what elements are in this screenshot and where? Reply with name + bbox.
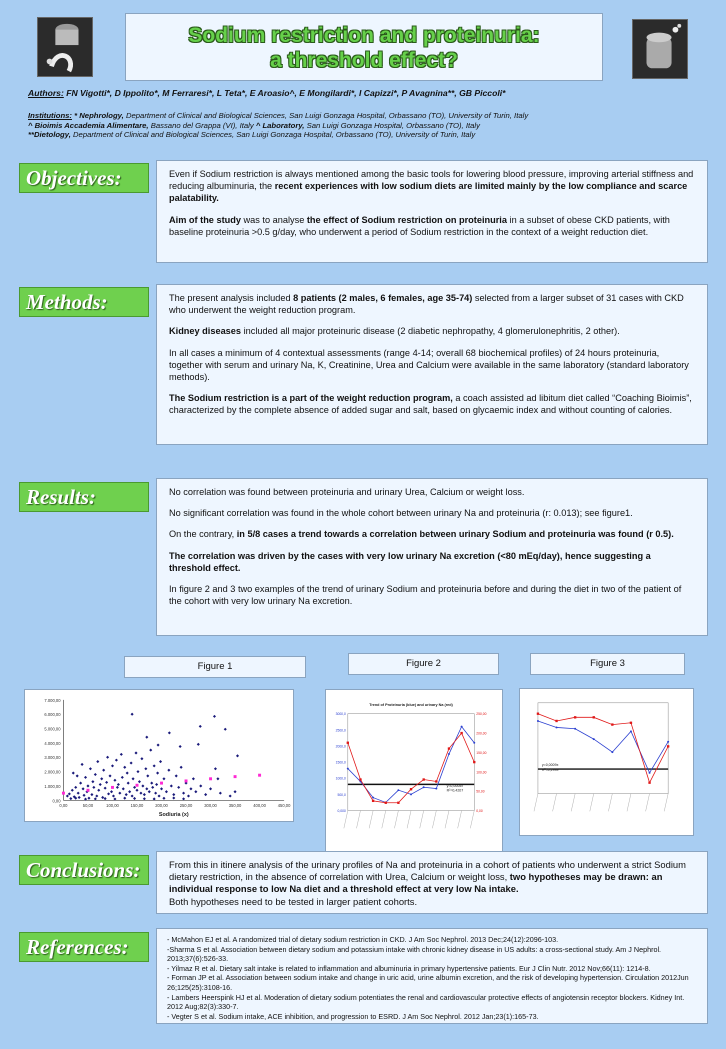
objectives-p2b: in a subset of obese CKD patients, with baseline proteinuria >0.5 g/day, who underwent a period of Sodium restriction in the context of a weight reduction diet. — [169, 214, 670, 237]
proteinuria-point — [556, 726, 558, 728]
data-point — [123, 766, 126, 769]
results-p3 — [169, 528, 695, 540]
data-point — [77, 792, 80, 795]
data-point — [91, 780, 94, 783]
methods-box — [156, 284, 708, 445]
data-point — [92, 786, 95, 789]
data-point — [154, 792, 157, 795]
sodium-point — [611, 723, 613, 725]
data-point — [148, 790, 151, 793]
x-tick-label: 50,00 — [82, 803, 94, 809]
sodium-point — [593, 716, 595, 718]
x-tick-label: 300,00 — [204, 803, 217, 809]
sodium-point — [537, 713, 539, 715]
sodium-point — [422, 778, 424, 780]
reference-item: - Vegter S et al. Sodium intake, ACE inhibition, and progression to ESRD. J Am Soc Nephrol. 2012 Jan;23(1):165-73. — [167, 1011, 539, 1021]
trend-point — [160, 782, 163, 785]
results-p3-bold: in 5/8 cases a trend towards a correlation between urinary Sodium and proteinuria was found (r 0.5). — [236, 529, 674, 540]
sodium-point — [574, 716, 576, 718]
data-point — [134, 751, 137, 754]
x-tick-label: 250,00 — [179, 803, 193, 809]
institutions-label: Institutions: — [28, 111, 72, 120]
salt-shaker-image-left — [37, 17, 93, 77]
x-tick-date — [590, 794, 594, 812]
proteinuria-point — [611, 751, 613, 753]
data-point — [100, 777, 103, 780]
data-point — [219, 792, 222, 795]
x-tick-date — [420, 811, 424, 829]
proteinuria-point — [397, 789, 399, 791]
proteinuria-point — [448, 753, 450, 755]
trend-point — [86, 789, 89, 792]
data-point — [116, 786, 119, 789]
data-point — [117, 783, 120, 786]
data-point — [150, 782, 153, 785]
data-point — [121, 776, 124, 779]
data-point — [123, 797, 126, 800]
objectives-p2-bold2: the effect of Sodium restriction on proteinuria — [306, 214, 507, 225]
data-point — [236, 754, 239, 757]
x-tick-label: 100,00 — [106, 803, 119, 809]
methods-label: Methods: — [19, 287, 149, 317]
y2-tick-label: 0,00 — [476, 808, 483, 813]
data-point — [159, 760, 162, 763]
data-point — [87, 797, 90, 800]
data-point — [112, 794, 115, 797]
data-point — [213, 715, 216, 718]
x-tick-date — [534, 794, 538, 812]
data-point — [78, 796, 81, 799]
conclusions-p1 — [169, 859, 695, 896]
sodium-point — [435, 780, 437, 782]
methods-p1a: The present analysis included — [169, 293, 294, 303]
data-point — [189, 787, 192, 790]
data-point — [197, 743, 200, 746]
data-point — [131, 713, 134, 716]
data-point — [71, 789, 74, 792]
inst-line-2b: San Luigi Gonzaga Hospital, Orbassano (TO), Italy — [304, 120, 480, 130]
data-point — [113, 779, 116, 782]
trend-point — [209, 777, 212, 780]
title-line-1: Sodium restriction and proteinuria: — [188, 24, 540, 47]
x-tick-date — [571, 794, 575, 812]
chart-title: Trend of Proteinuria (blue) and urinary Na (red) — [369, 702, 453, 707]
data-point — [109, 774, 112, 777]
data-point — [157, 744, 160, 747]
data-point — [199, 725, 202, 728]
x-tick-date — [470, 811, 474, 829]
x-tick-label: 200,00 — [155, 803, 168, 809]
inst-bioimis: ^ Bioimis Accademia Alimentare, — [28, 120, 149, 130]
y-tick-label: 3000,0 — [335, 712, 346, 717]
inst-line-2: Bassano del Grappa (VI), Italy — [148, 120, 256, 130]
data-point — [216, 777, 219, 780]
data-point — [165, 790, 168, 793]
poster-title — [125, 13, 603, 81]
authors — [28, 88, 505, 98]
x-axis-label: Sodiuria (x) — [158, 812, 189, 819]
data-point — [175, 774, 178, 777]
data-point — [172, 796, 175, 799]
y-tick-label: 7.000,00 — [44, 697, 61, 703]
objectives-p2 — [169, 214, 695, 238]
figure-1-chart — [24, 689, 294, 822]
sodium-point — [359, 778, 361, 780]
data-point — [130, 761, 133, 764]
data-point — [182, 797, 185, 800]
authors-label: Authors: — [28, 88, 64, 98]
data-point — [156, 772, 159, 775]
conclusions-p2: Both hypotheses need to be tested in larger patient cohorts. — [169, 895, 418, 907]
data-point — [132, 777, 135, 780]
data-point — [128, 790, 131, 793]
data-point — [126, 772, 129, 775]
data-point — [209, 787, 212, 790]
trend-point — [111, 786, 114, 789]
conclusions-box — [156, 851, 708, 914]
proteinuria-point — [435, 788, 437, 790]
sodium-point — [397, 802, 399, 804]
proteinuria-point — [461, 726, 463, 728]
data-point — [76, 774, 79, 777]
x-tick-label: 350,00 — [228, 803, 242, 809]
sodium-point — [648, 781, 650, 783]
y-tick-label: 1500,0 — [335, 760, 346, 765]
data-point — [192, 777, 195, 780]
x-tick-date — [646, 794, 650, 812]
data-point — [224, 728, 227, 731]
trend-point — [185, 779, 188, 782]
results-box — [156, 478, 708, 636]
data-point — [229, 794, 232, 797]
data-point — [144, 767, 147, 770]
data-point — [141, 784, 144, 787]
proteinuria-point — [537, 720, 539, 722]
title-line-2: a threshold effect? — [270, 49, 458, 72]
data-point — [94, 797, 97, 800]
objectives-p1 — [169, 168, 695, 205]
y2-tick-label: 200,00 — [476, 731, 487, 736]
methods-p1 — [169, 292, 695, 316]
data-point — [74, 786, 77, 789]
x-tick-date — [627, 794, 631, 812]
data-point — [162, 797, 165, 800]
y2-tick-label: 50,00 — [476, 789, 485, 794]
data-point — [127, 782, 130, 785]
figure-2-chart — [325, 689, 503, 853]
y-tick-label: 6.000,00 — [44, 712, 61, 718]
objectives-p1-text: Even if Sodium restriction is always mentioned among the basic tools for lowering blood pressure, improving arterial stiffness and reducing albuminuria, the — [169, 169, 694, 192]
y-tick-label: 2000,0 — [335, 744, 346, 749]
inst-dietology: **Dietology, — [28, 130, 71, 139]
x-tick-date — [344, 811, 348, 829]
data-point — [79, 782, 82, 785]
x-tick-date — [458, 811, 462, 829]
x-tick-date — [553, 794, 557, 812]
authors-text: FN Vigotti*, D Ippolito*, M Ferraresi*, L Teta*, E Aroasio^, E Mongilardi*, I Capizzi*, P Avagnina**, GB Piccoli* — [63, 88, 506, 98]
sodium-point — [410, 788, 412, 790]
data-point — [177, 786, 180, 789]
data-point — [97, 789, 100, 792]
data-point — [81, 763, 84, 766]
y2-tick-label: 100,00 — [476, 770, 487, 775]
y-tick-label: 3.000,00 — [44, 755, 61, 761]
proteinuria-point — [667, 741, 669, 743]
inst-nephrology: * Nephrology, — [71, 111, 124, 120]
sodium-series-line — [538, 714, 668, 783]
regression-annotation: y=0,0009x — [541, 762, 559, 767]
proteinuria-point — [649, 772, 651, 774]
objectives-p2-bold1: Aim of the study — [169, 214, 241, 225]
trend-point — [258, 774, 261, 777]
salt-shaker-image-right — [632, 19, 688, 79]
results-p4-bold: The correlation was driven by the cases with very low urinary Na excretion (<80 mEq/day), hence suggesting a threshold effect. — [169, 550, 651, 573]
data-point — [151, 786, 154, 789]
y-tick-label: 0,000 — [337, 808, 346, 813]
objectives-label: Objectives: — [19, 163, 149, 193]
x-tick-label: 450,00 — [277, 803, 291, 809]
y-tick-label: 500,0 — [337, 792, 346, 797]
data-point — [66, 794, 69, 797]
data-point — [110, 790, 113, 793]
x-tick-date — [394, 811, 398, 829]
data-point — [89, 767, 92, 770]
data-point — [86, 784, 89, 787]
inst-line-3: Department of Clinical and Biological Sciences, San Luigi Gonzaga Hospital, Orbassano (TO), University of Turin, Italy — [70, 130, 476, 139]
y-tick-label: 1.000,00 — [44, 783, 61, 789]
methods-p1b: selected from a larger subset of 31 cases with CKD who underwent the weight reduction program. — [169, 293, 684, 316]
methods-p2 — [169, 325, 695, 337]
data-point — [90, 793, 93, 796]
regression-annotation: y=0,0005x — [446, 783, 464, 788]
data-point — [105, 781, 108, 784]
data-point — [168, 731, 171, 734]
objectives-p1-bold: recent experiences with low sodium diets are limited mainly by the low compliance and scarce palatability. — [169, 181, 688, 204]
data-point — [118, 792, 121, 795]
sodium-point — [385, 802, 387, 804]
results-p5: In figure 2 and 3 two examples of the trend of urinary Sodium and proteinuria before and during the diet in two of the patient of the cohort with very low urinary Na excretion. — [169, 584, 682, 607]
data-point — [143, 793, 146, 796]
regression-annotation: R²=0,4207 — [446, 788, 464, 793]
sodium-point — [372, 800, 374, 802]
reference-item: - Forman JP et al. Association between sodium intake and change in uric acid, urine albumin excretion, and the risk of developing hypertension. Circulation 2012Jun 26;125(25):3108-16. — [167, 973, 689, 992]
data-point — [187, 794, 190, 797]
proteinuria-point — [423, 786, 425, 788]
data-point — [69, 797, 72, 800]
reference-item: -Sharma S et al. Association between dietary sodium and potassium intake with chronic kidney disease in US adults: a cross-sectional study. Am J Nephrol. 2013;37(6):526-33. — [167, 944, 662, 964]
references-box — [156, 928, 708, 1024]
figure-2-label: Figure 2 — [348, 653, 499, 675]
data-point — [182, 792, 185, 795]
x-tick-date — [382, 811, 386, 829]
data-point — [136, 770, 139, 773]
data-point — [125, 793, 128, 796]
data-point — [172, 793, 175, 796]
data-point — [104, 787, 107, 790]
data-point — [145, 736, 148, 739]
sodium-point — [448, 747, 450, 749]
data-point — [139, 792, 142, 795]
trend-point — [234, 775, 237, 778]
reference-item: - McMahon EJ et al. A randomized trial of dietary sodium restriction in CKD. J Am Soc Nephrol. 2013 Dec;24(12):2096-103. — [167, 935, 559, 944]
data-point — [143, 797, 146, 800]
data-point — [72, 772, 75, 775]
inst-laboratory: ^ Laboratory, — [255, 120, 305, 130]
data-point — [106, 756, 109, 759]
results-p4 — [169, 550, 695, 574]
conclusions-label: Conclusions: — [19, 855, 149, 885]
results-label: Results: — [19, 482, 149, 512]
inst-line-1: Department of Clinical and Biological Sciences, San Luigi Gonzaga Hospital, Orbassano (TO), University of Turin, Italy — [123, 111, 529, 120]
results-p2: No significant correlation was found in the whole cohort between urinary Na and proteinuria (r: 0.013); see figure1. — [169, 508, 633, 519]
sodium-point — [473, 761, 475, 763]
y-tick-label: 5.000,00 — [44, 726, 61, 732]
figure-1-label: Figure 1 — [124, 656, 306, 678]
data-point — [84, 776, 87, 779]
data-point — [83, 794, 86, 797]
data-point — [68, 792, 71, 795]
data-point — [155, 783, 158, 786]
proteinuria-point — [574, 728, 576, 730]
x-tick-date — [369, 811, 373, 829]
x-tick-date — [357, 811, 361, 829]
data-point — [120, 753, 123, 756]
data-point — [204, 793, 207, 796]
proteinuria-point — [593, 738, 595, 740]
x-tick-date — [608, 794, 612, 812]
data-point — [94, 773, 97, 776]
data-point — [179, 745, 182, 748]
figure-2-svg — [326, 690, 502, 852]
results-p3a: On the contrary, — [169, 529, 237, 540]
reference-item: - Yilmaz R et al. Dietary salt intake is related to inflammation and albuminuria in primary hypertensive patients. Eur J Clin Nutr. 2012 Nov;66(11): 1214-8. — [167, 963, 651, 973]
data-point — [107, 792, 110, 795]
trend-point — [136, 784, 139, 787]
proteinuria-point — [410, 793, 412, 795]
data-point — [162, 777, 165, 780]
data-point — [102, 769, 105, 772]
proteinuria-point — [347, 768, 349, 770]
data-point — [199, 784, 202, 787]
conclusions-p1-text: From this in itinere analysis of the urinary profiles of Na and proteinuria in a cohort of patients who underwent a strict Sodium dietary restriction, in the absence of correlation with Urea, Calcium or weight loss, — [169, 859, 686, 883]
data-point — [180, 766, 183, 769]
data-point — [167, 769, 170, 772]
y2-tick-label: 150,00 — [476, 750, 487, 755]
methods-p4 — [169, 392, 695, 416]
proteinuria-point — [473, 742, 475, 744]
data-point — [170, 784, 173, 787]
x-tick-label: 150,00 — [130, 803, 144, 809]
y-tick-label: 2500,0 — [335, 728, 346, 733]
sodium-point — [460, 732, 462, 734]
methods-p3: In all cases a minimum of 4 contextual assessments (range 4-14; overall 68 biochemical profiles) of 24 hours proteinuria, together with serum and urinary Na, K, Creatinine, Urea and Calcium were available in the same laboratory (standard laboratory methods). — [169, 347, 689, 383]
regression-annotation: R²=0,2999 — [541, 767, 559, 772]
results-p1: No correlation was found between proteinuria and urinary Urea, Calcium or weight loss. — [169, 487, 525, 497]
reference-item: - Lambers Heerspink HJ et al. Moderation of dietary sodium potentiates the renal and cardiovascular protective effects of angiotensin receptor blockers. Kidney Int. 2012 Aug;82(3):330-7. — [167, 992, 685, 1012]
data-point — [234, 790, 237, 793]
methods-p2-text: included all major proteinuric disease (2 diabetic nephropathy, 4 glomerulonephritis, 2 other). — [241, 326, 620, 337]
figure-3-label: Figure 3 — [530, 653, 685, 675]
data-point — [214, 767, 217, 770]
sodium-point — [555, 720, 557, 722]
data-point — [160, 787, 163, 790]
methods-p4-bold: The Sodium restriction is a part of the weight reduction program, — [169, 393, 453, 404]
y-tick-label: 2.000,00 — [44, 769, 61, 775]
data-point — [153, 764, 156, 767]
data-point — [96, 760, 99, 763]
x-tick-label: 0,00 — [59, 803, 68, 809]
figure-3-svg — [520, 689, 693, 835]
y-tick-label: 4.000,00 — [44, 740, 61, 746]
data-point — [158, 794, 161, 797]
objectives-p2a: was to analyse — [240, 214, 307, 225]
conclusions-p1-bold: two hypotheses may be drawn: an individual response to low Na diet and a threshold effect at very low Na intake. — [169, 871, 663, 895]
data-point — [115, 759, 118, 762]
data-point — [149, 749, 152, 752]
figure-3-chart — [519, 688, 694, 836]
proteinuria-point — [630, 730, 632, 732]
sodium-point — [667, 745, 669, 747]
data-point — [135, 789, 138, 792]
figure-1-svg — [25, 690, 293, 821]
data-point — [194, 790, 197, 793]
proteinuria-point — [372, 797, 374, 799]
references-label: References: — [19, 932, 149, 962]
data-point — [99, 783, 102, 786]
data-point — [140, 757, 143, 760]
data-point — [122, 787, 125, 790]
data-point — [138, 780, 141, 783]
data-point — [145, 787, 148, 790]
x-tick-label: 400,00 — [253, 803, 266, 809]
plot-area — [348, 714, 474, 811]
data-point — [131, 794, 134, 797]
data-point — [133, 797, 136, 800]
institutions — [28, 111, 708, 140]
sodium-point — [630, 722, 632, 724]
y-tick-label: 0,00 — [52, 798, 61, 804]
x-tick-date — [432, 811, 436, 829]
trend-point — [62, 792, 65, 795]
y2-tick-label: 250,00 — [476, 712, 487, 717]
data-point — [111, 764, 114, 767]
y-tick-label: 1000,0 — [335, 776, 346, 781]
data-point — [146, 774, 149, 777]
data-point — [95, 794, 98, 797]
methods-p4-text: a coach assisted ad libitum diet called “Coaching Bioimis”, characterized by the complete absence of added sugar and salt, based on glycaemic index and without counting of calories. — [169, 393, 692, 416]
methods-p2-bold: Kidney diseases — [169, 326, 242, 337]
x-tick-date — [407, 811, 411, 829]
data-point — [82, 787, 85, 790]
sodium-point — [347, 742, 349, 744]
methods-p1-bold: 8 patients (2 males, 6 females, age 35-74) — [293, 293, 473, 303]
x-tick-date — [664, 794, 668, 812]
x-tick-date — [445, 811, 449, 829]
objectives-box — [156, 160, 708, 263]
